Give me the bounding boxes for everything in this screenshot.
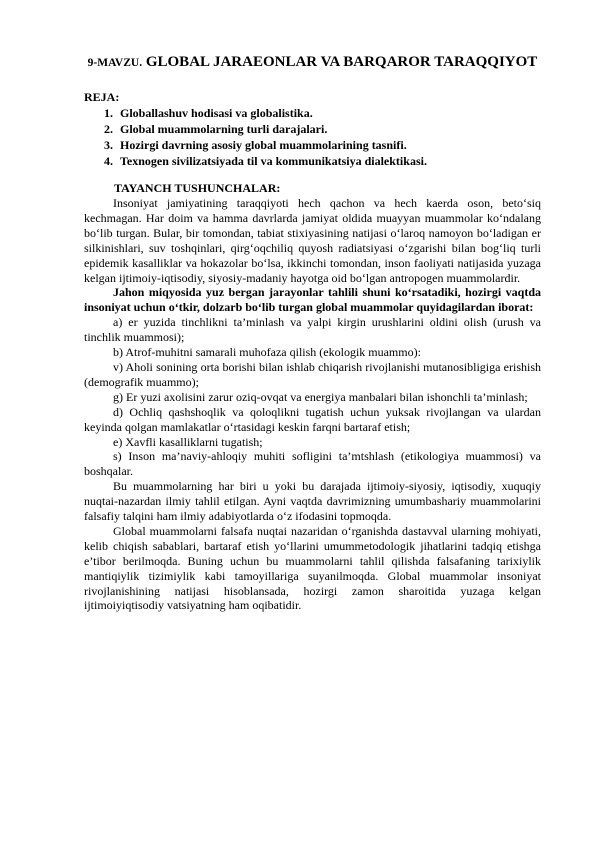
list-paragraph: b) Atrof-muhitni samarali muhofaza qilish (ekologik muammo): — [113, 345, 421, 360]
plan-item: 3. Hozirgi davrning asosiy global muammolarining tasnifi. — [116, 137, 541, 153]
plan-list — [84, 105, 541, 169]
list-paragraph: g) Er yuzi axolisini zarur oziq-ovqat va energiya manbalari bilan ishonchli ta’minlash; — [113, 389, 528, 404]
list-paragraph: v) Aholi sonining orta borishi bilan ishlab chiqarish rivojlanishi mutanosibligiga erishish (demografik muammo); — [84, 359, 541, 389]
body-paragraph: Insoniyat jamiyatining taraqqiyoti hech qachon va hech kaerda oson, beto‘siq kechmagan. Har doim va hamma davrlarda jamiyat oldida muayyan muammolar ko‘ndalang bo‘lib turgan. Bular, bir tomondan, tabiat stixiyasining natijasi o‘laroq namoyon bo‘ladigan er silkinishlari, suv toshqinlari, qirg‘oqchiliq quyosh radiatsiyasi o‘zgarishi bilan bog‘liq turli epidemik kasalliklar va hokazolar bo‘lsa, ikkinchi tomondan, inson faoliyati natijasida yuzaga kelgan ijtimoiy-iqtisodiy, siyosiy-madaniy hayotga oid bo‘lgan antropogen muammolardir. — [84, 196, 541, 285]
plan-item: 2. Global muammolarning turli darajalari. — [116, 121, 541, 137]
plan-label: REJA: — [84, 90, 120, 104]
plan-item: 1. Globallashuv hodisasi va globalistika. — [116, 105, 541, 121]
title-text: GLOBAL JARAEONLAR VA BARQAROR TARAQQIYOT — [145, 54, 538, 70]
body-paragraph: Bu muammolarning har biri u yoki bu darajada ijtimoiy-siyosiy, iqtisodiy, xuquqiy nuqtai-nazardan ilmiy tahlil etilgan. Ayni vaqtda davrimizning umumbashariy muammolarini falsafiy talqini ham ilmiy adabiyotlarda o‘z ifodasini topmoqda. — [84, 479, 541, 524]
document-title — [84, 52, 541, 73]
plan-item: 4. Texnogen sivilizatsiyada til va kommunikatsiya dialektikasi. — [116, 153, 541, 169]
body-paragraph-bold: Jahon miqyosida yuz bergan jarayonlar tahlili shuni ko‘rsatadiki, hozirgi vaqtda insoniyat uchun o‘tkir, dolzarb bo‘lib turgan global muammolar quyidagilardan iborat: — [84, 285, 541, 315]
list-paragraph: s) Inson ma’naviy-ahloqiy muhiti sofligini ta’mtshlash (etikologiya muammosi) va boshqalar. — [84, 449, 541, 479]
body-paragraph: Global muammolarni falsafa nuqtai nazaridan o‘rganishda dastavval ularning mohiyati, kelib chiqish sabablari, bartaraf etish yo‘llarini umummetodologik jihatlarini tadqiq etishga e’tibor berilmoqda. Buning uchun bu muammolarni tahlil qilishda falsafaning tarixiylik mantiqiylik tizimiylik kabi tamoyillariga suyanilmoqda. Global muammolar insoniyat rivojlanishining natijasi hisoblansada, hozirgi zamon sharoitida yuzaga kelgan ijtimoiyiqtisodiy vatsiyatning ham oqibatidir. — [84, 523, 541, 613]
list-paragraph: e) Xavfli kasalliklarni tugatish; — [113, 434, 263, 449]
list-paragraph: d) Ochliq qashshoqlik va qoloqlikni tugatish uchun yuksak rivojlangan va ulardan keyinda qolgan mamlakatlar o‘rtasidagi keskin farqni bartaraf etish; — [84, 404, 541, 434]
title-prefix: 9-MAVZU. — [87, 57, 143, 69]
concepts-heading: TAYANCH TUSHUNCHALAR: — [114, 181, 281, 195]
list-paragraph: a) er yuzida tinchlikni ta’minlash va yalpi kirgin urushlarini oldini olish (urush va tinchlik muammosi); — [84, 315, 541, 345]
